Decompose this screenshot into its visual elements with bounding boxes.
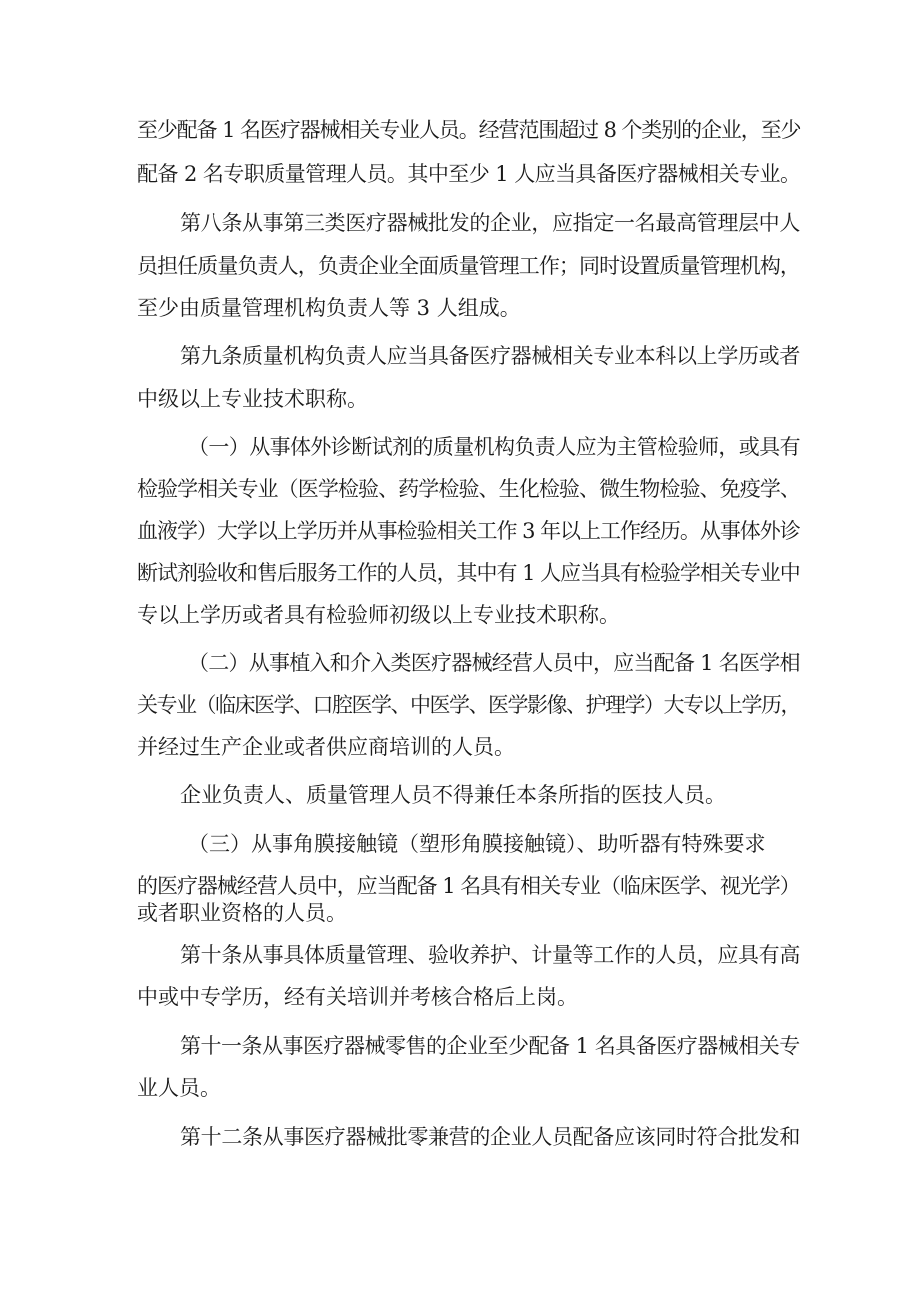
text-line: 专以上学历或者具有检验师初级以上专业技术职称。 [137, 603, 620, 627]
text-line: 至少由质量管理机构负责人等 3 人组成。 [137, 296, 521, 320]
text-line: 员担任质量负责人，负责企业全面质量管理工作；同时设置质量管理机构， [137, 254, 800, 278]
article-12-first-line: 第十二条从事医疗器械批零兼营的企业人员配备应该同时符合批发和 [180, 1125, 800, 1149]
article-10-first-line: 第十条从事具体质量管理、验收养护、计量等工作的人员，应具有高 [180, 943, 800, 967]
article-9-first-line: 第九条质量机构负责人应当具备医疗器械相关专业本科以上学历或者 [180, 344, 800, 368]
item-1-first-line: （一）从事体外诊断试剂的质量机构负责人应为主管检验师，或具有 [188, 435, 800, 459]
text-line: 中或中专学历，经有关培训并考核合格后上岗。 [137, 985, 578, 1009]
text-line: 或者职业资格的人员。 [137, 901, 347, 925]
text-line: 至少配备 1 名医疗器械相关专业人员。经营范围超过 8 个类别的企业，至少 [137, 118, 801, 142]
text-line: 断试剂验收和售后服务工作的人员，其中有 1 人应当具有检验学相关专业中 [137, 561, 800, 585]
text-line: 的医疗器械经营人员中，应当配备 1 名具有相关专业（临床医学、视光学） [137, 874, 800, 898]
text-line: 并经过生产企业或者供应商培训的人员。 [137, 735, 515, 759]
paragraph-first-line: 企业负责人、质量管理人员不得兼任本条所指的医技人员。 [180, 783, 726, 807]
item-3-first-line: （三）从事角膜接触镜（塑形角膜接触镜）、助听器有特殊要求 [188, 832, 766, 856]
text-line: 配备 2 名专职质量管理人员。其中至少 1 人应当具备医疗器械相关专业。 [137, 162, 801, 186]
article-11-first-line: 第十一条从事医疗器械零售的企业至少配备 1 名具备医疗器械相关专 [180, 1034, 800, 1058]
text-line: 业人员。 [137, 1076, 221, 1100]
text-line: 血液学）大学以上学历并从事检验相关工作 3 年以上工作经历。从事体外诊 [137, 519, 800, 543]
text-line: 中级以上专业技术职称。 [137, 387, 368, 411]
text-line: 关专业（临床医学、口腔医学、中医学、医学影像、护理学）大专以上学历， [137, 693, 800, 717]
item-2-first-line: （二）从事植入和介入类医疗器械经营人员中，应当配备 1 名医学相 [188, 651, 800, 675]
text-line: 检验学相关专业（医学检验、药学检验、生化检验、微生物检验、免疫学、 [137, 477, 800, 501]
article-8-first-line: 第八条从事第三类医疗器械批发的企业，应指定一名最高管理层中人 [180, 211, 800, 235]
